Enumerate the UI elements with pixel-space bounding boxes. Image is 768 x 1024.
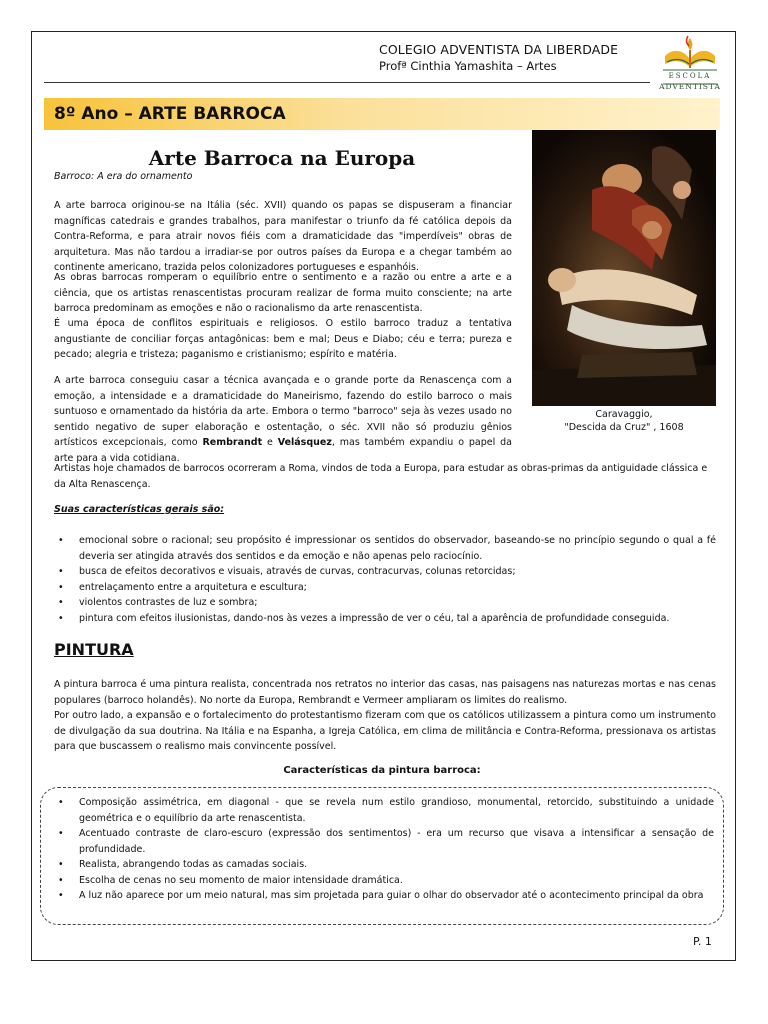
- caption-title: "Descida da Cruz" , 1608: [564, 422, 684, 433]
- intro-paragraph-1: A arte barroca originou-se na Itália (séc. XVII) quando os papas se dispuseram a financiar magníficas catedrais e grandes trabalhos, para manifestar o triunfo da fé católica depois da Contra-Reforma, e para atrair novos fiéis com a dramaticidade das "imperdíveis" obras de arquitetura. Mas não tardou a irradiar-se por outros países da Europa e a chegar também ao continente americano, trazida pelos colonizadores portugueses e espanhóis.: [54, 200, 512, 273]
- list-item: • entrelaçamento entre a arquitetura e escultura;: [54, 580, 716, 596]
- list-item: • A luz não aparece por um meio natural, mas sim projetada para guiar o olhar do observador até o acontecimento principal da obra: [54, 888, 714, 904]
- list-item: • Realista, abrangendo todas as camadas sociais.: [54, 857, 714, 873]
- artist-velasquez: Velásquez: [277, 437, 332, 448]
- page-subtitle: Barroco: A era do ornamento: [54, 171, 193, 182]
- list-item: • emocional sobre o racional; seu propósito é impressionar os sentidos do observador, baseando-se no princípio segundo o qual a fé deveria ser atingida através dos sentidos e da emoção e não apenas pelo raciocínio.: [54, 533, 716, 564]
- intro-paragraph-4: [54, 373, 512, 466]
- list-item: • pintura com efeitos ilusionistas, dando-nos às vezes a impressão de ver o céu, tal a aparência de profundidade conseguida.: [54, 611, 716, 627]
- intro-paragraph-3: É uma época de conflitos espirituais e religiosos. O estilo barroco traduz a tentativa angustiante de conciliar forças antagônicas: bem e mal; Deus e Diabo; céu e terra; pureza e pecado; alegria e tristeza; paganismo e cristianismo; espírito e matéria.: [54, 318, 512, 360]
- painting-features-heading: Características da pintura barroca:: [283, 765, 481, 776]
- logo-text-adventista: ADVENTISTA: [659, 82, 721, 91]
- intro-paragraph-2: As obras barrocas romperam o equilíbrio entre o sentimento e a razão ou entre a arte e a ciência, que os artistas renascentistas procuram realizar de forma muito consciente; na arte barroca predominam as emoções e não o racionalismo da arte renascentista.: [54, 272, 512, 314]
- list-item: • busca de efeitos decorativos e visuais, através de curvas, contracurvas, colunas retorcidas;: [54, 564, 716, 580]
- intro-paragraph-5: Artistas hoje chamados de barrocos ocorreram a Roma, vindos de toda a Europa, para estudar as obras-primas da antiguidade clássica e da Alta Renascença.: [54, 463, 708, 490]
- school-name: COLEGIO ADVENTISTA DA LIBERDADE: [379, 42, 619, 57]
- list-item: • violentos contrastes de luz e sombra;: [54, 595, 716, 611]
- pintura-heading: PINTURA: [54, 640, 134, 659]
- school-logo: [655, 34, 725, 94]
- pintura-paragraph-2: Por outro lado, a expansão e o fortalecimento do protestantismo fizeram com que os católicos utilizassem a pintura como um instrumento de divulgação da sua doutrina. Na Itália e na Espanha, a Igreja Católica, em clima de militância e Contra-Reforma, pressionava os artistas para que buscassem o realismo mais convincente possível.: [54, 710, 716, 752]
- teacher-name: Profª Cinthia Yamashita – Artes: [379, 59, 557, 73]
- painting-caption: [532, 408, 716, 434]
- intro-p4-conjunction: e: [262, 437, 278, 448]
- page-number: P. 1: [693, 935, 712, 948]
- title-banner: [44, 98, 720, 130]
- intro-p4-text-a: A arte barroca conseguiu casar a técnica avançada e o grande porte da Renascença com a emoção, a intensidade e a dramaticidade do Maneirismo, fazendo do estilo barroco o mais suntuoso e ornamentado da história da arte. Embora o termo "barroco" seja às vezes usado no sentido negativo de super elaboração e ostentação, o séc. XVII não só produziu gênios artísticos excepcionais, como: [54, 375, 512, 448]
- header-divider: [44, 82, 650, 83]
- painting-features-list: [54, 795, 714, 904]
- artist-rembrandt: Rembrandt: [202, 437, 263, 448]
- features-heading: Suas características gerais são:: [54, 504, 225, 515]
- list-item: • Escolha de cenas no seu momento de maior intensidade dramática.: [54, 873, 714, 889]
- caption-artist: Caravaggio,: [595, 409, 653, 420]
- pintura-paragraph-1: A pintura barroca é uma pintura realista, concentrada nos retratos no interior das casas, nas paisagens nas naturezas mortas e nas cenas populares (barroco holandês). No norte da Europa, Rembrandt e Vermeer ampliaram os limites do realismo.: [54, 679, 716, 706]
- intro-p4-text-b: , mas também expandiu o papel da arte para a vida cotidiana.: [54, 437, 512, 464]
- banner-title: 8º Ano – ARTE BARROCA: [54, 104, 286, 124]
- painting-image: [532, 130, 716, 406]
- list-item: • Acentuado contraste de claro-escuro (expressão dos sentimentos) - era um recurso que visava a intensificar a sensação de profundidade.: [54, 826, 714, 857]
- logo-text-escola: ESCOLA: [668, 72, 712, 80]
- features-list: [54, 533, 716, 626]
- list-item: • Composição assimétrica, em diagonal - que se revela num estilo grandioso, monumental, retorcido, substituindo a unidade geométrica e o equilíbrio da arte renascentista.: [54, 795, 714, 826]
- page-title: Arte Barroca na Europa: [148, 146, 416, 170]
